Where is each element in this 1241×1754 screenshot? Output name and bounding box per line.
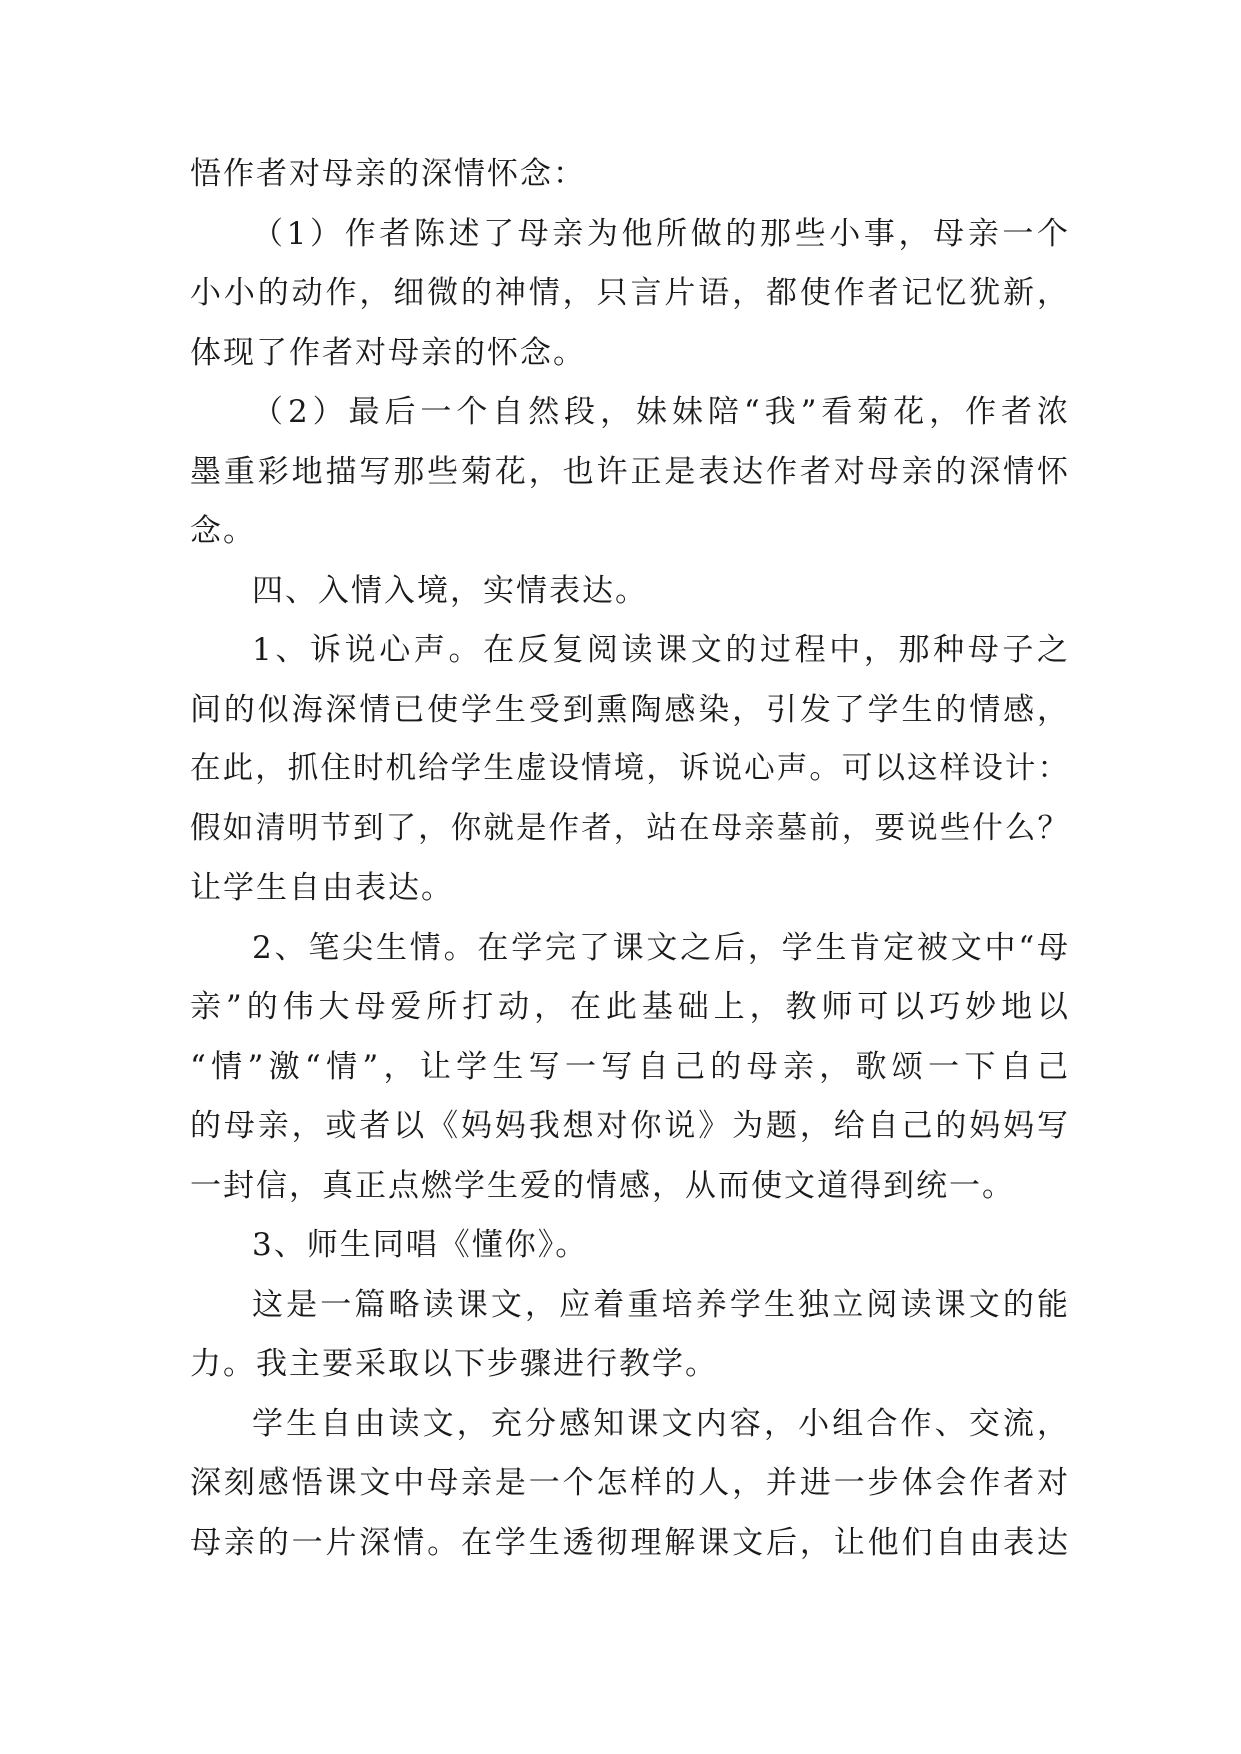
text-line: 悟作者对母亲的深情怀念： [190, 156, 586, 192]
text-line: 1、诉说心声。在反复阅读课文的过程中，那种母子之 [252, 632, 1070, 668]
text-line: 假如清明节到了，你就是作者，站在母亲墓前，要说些什么？ [190, 810, 1070, 846]
text-line: 一封信，真正点燃学生爱的情感，从而使文道得到统一。 [190, 1167, 1015, 1204]
text-line: 这是一篇略读课文，应着重培养学生独立阅读课文的能 [252, 1286, 1070, 1323]
section-heading: 四、入情入境，实情表达。 [252, 572, 648, 609]
text-line: “情”激“情”，让学生写一写自己的母亲，歌颂一下自己 [190, 1048, 1070, 1085]
text-line: 体现了作者对母亲的怀念。 [190, 334, 586, 371]
text-line: （1）作者陈述了母亲为他所做的那些小事，母亲一个 [252, 215, 1070, 252]
text-line: 学生自由读文，充分感知课文内容，小组合作、交流， [252, 1405, 1070, 1442]
text-line: 让学生自由表达。 [190, 870, 454, 906]
text-line: 在此，抓住时机给学生虚设情境，诉说心声。可以这样设计： [190, 751, 1070, 786]
text-line: 墨重彩地描写那些菊花，也许正是表达作者对母亲的深情怀 [190, 453, 1070, 490]
text-line: 3、师生同唱《懂你》。 [252, 1227, 589, 1263]
text-line: 念。 [190, 513, 256, 549]
text-line: 小小的动作，细微的神情，只言片语，都使作者记忆犹新， [190, 275, 1070, 311]
text-line: 的母亲，或者以《妈妈我想对你说》为题，给自己的妈妈写 [190, 1108, 1070, 1144]
text-line: 深刻感悟课文中母亲是一个怎样的人，并进一步体会作者对 [190, 1465, 1070, 1501]
text-line: 亲”的伟大母爱所打动，在此基础上，教师可以巧妙地以 [190, 989, 1070, 1025]
text-line: 2、笔尖生情。在学完了课文之后，学生肯定被文中“母 [252, 929, 1070, 966]
text-line: 母亲的一片深情。在学生透彻理解课文后，让他们自由表达 [190, 1524, 1070, 1561]
text-line: 力。我主要采取以下步骤进行教学。 [190, 1346, 718, 1382]
document-body [190, 158, 1070, 1586]
text-line: 间的似海深情已使学生受到熏陶感染，引发了学生的情感， [190, 691, 1070, 728]
text-line: （2）最后一个自然段，妹妹陪“我”看菊花，作者浓 [252, 394, 1070, 430]
